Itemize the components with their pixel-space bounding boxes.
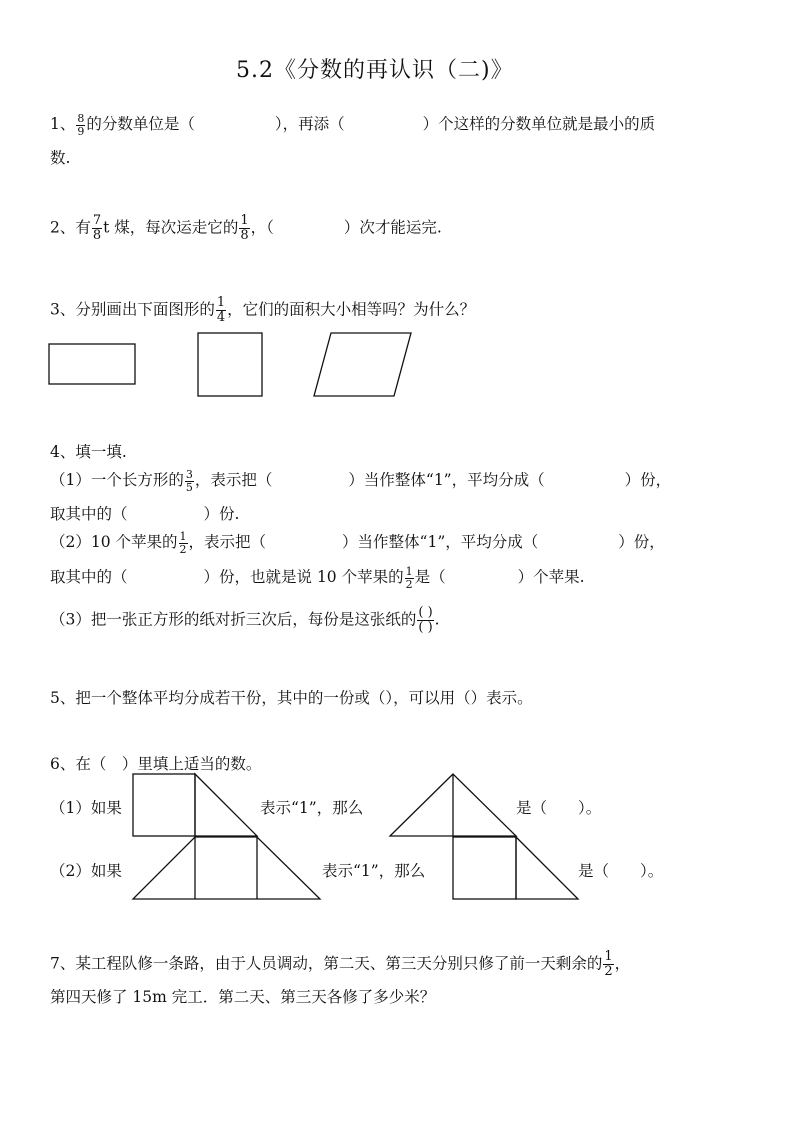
q4-p2-text-a: （2）10 个苹果的 [50,533,178,551]
fraction-numerator: 3 [185,467,193,481]
question-1-line-2: 数. [50,149,71,167]
fraction-numerator: 1 [179,529,187,543]
question-1-text-a: 的分数单位是（ [86,115,195,133]
question-2-number: 2、有 [50,218,91,237]
question-2-text-a: t 煤，每次运走它的 [103,218,239,237]
fraction-denominator: 2 [405,577,413,591]
q7-text-a: 7、某工程队修一条路，由于人员调动，第二天、第三天分别只修了前一天剩余的 [50,954,603,973]
q4-p3-text-b: . [434,610,440,629]
q4-p2-text-i: ）个苹果. [517,568,585,586]
triangle-piece [195,774,257,836]
q7-text-b: ， [614,954,631,973]
q4-p1-text-f: ）份. [203,505,240,523]
fraction-numerator: 1 [240,213,249,228]
fraction-numerator: 8 [77,111,85,125]
q4-p1-text-a: （1）一个长方形的 [50,471,184,489]
question-3-text-a: 3、分别画出下面图形的 [50,300,215,319]
question-6-part-1-c: 是（ ）。 [516,799,602,817]
question-6-part-1-b: 表示“1”，那么 [260,799,364,817]
question-6-part-2-a: （2）如果 [50,862,122,880]
fraction-denominator: 8 [92,228,102,243]
question-3-text-b: ，它们的面积大小相等吗？为什么？ [227,300,476,319]
q4-p2-text-f: ）份，也就是说 10 个苹果的 [203,568,404,586]
fraction-numerator: 1 [216,295,226,310]
square-piece [453,837,516,899]
fraction-denominator: 2 [179,542,187,556]
page-title: 5.2《分数的再认识（二)》 [236,58,514,83]
triangle-piece [516,837,578,899]
q6-part2-unit-figure [133,837,320,899]
question-7-line-2: 第四天修了 15m 完工．第二天、第三天各修了多少米？ [50,988,436,1006]
question-6-part-1-a: （1）如果 [50,799,122,817]
fraction-numerator: 7 [92,213,102,228]
fraction-denominator: ( ) [418,620,433,635]
question-1-text-c: ）个这样的分数单位就是最小的质 [422,115,656,133]
fraction-numerator: ( ) [418,605,433,620]
fraction-denominator: 9 [77,124,85,138]
fraction-denominator: 4 [216,310,226,325]
square-shape [198,333,262,396]
q4-p1-text-d: ）份， [624,471,672,489]
q4-p2-text-e: 取其中的（ [50,568,128,586]
q4-p1-text-e: 取其中的（ [50,505,128,523]
fraction-denominator: 5 [185,480,193,494]
q4-p1-text-c: ）当作整体“1”，平均分成（ [348,471,545,489]
question-2-text-c: ）次才能运完. [343,218,442,237]
q6-part1-unit-figure [133,774,257,836]
question-6-part-2-b: 表示“1”，那么 [322,862,426,880]
q4-p1-text-b: ，表示把（ [194,471,273,489]
question-1-number: 1、 [50,115,76,133]
question-6-part-2-c: 是（ ）。 [578,862,664,880]
question-6-heading: 6、在（ ）里填上适当的数。 [50,755,262,773]
question-4-heading: 4、填一填. [50,443,127,461]
fraction-numerator: 1 [604,949,613,964]
question-1-text-b: ），再添（ [274,115,345,133]
square-piece [133,774,195,836]
rectangle-shape [49,344,135,384]
parallelogram-shape [314,333,411,396]
q6-part1-target-figure [390,774,516,836]
fraction-denominator: 2 [604,964,613,979]
q4-p2-text-h: 是（ [414,568,446,586]
fraction-denominator: 8 [240,228,249,243]
fraction-numerator: 1 [405,564,413,578]
q4-p2-text-d: ）份， [618,533,665,551]
q4-p2-text-c: ）当作整体“1”，平均分成（ [342,533,539,551]
q4-p3-text-a: （3）把一张正方形的纸对折三次后，每份是这张纸的 [50,610,417,629]
question-2-text-b: ，（ [250,218,274,237]
q6-part2-target-figure [453,837,578,899]
q4-p2-text-b: ，表示把（ [188,533,267,551]
trapezoid-outline [133,837,320,899]
question-5: 5、把一个整体平均分成若干份，其中的一份或（），可以用（）表示。 [50,689,533,707]
